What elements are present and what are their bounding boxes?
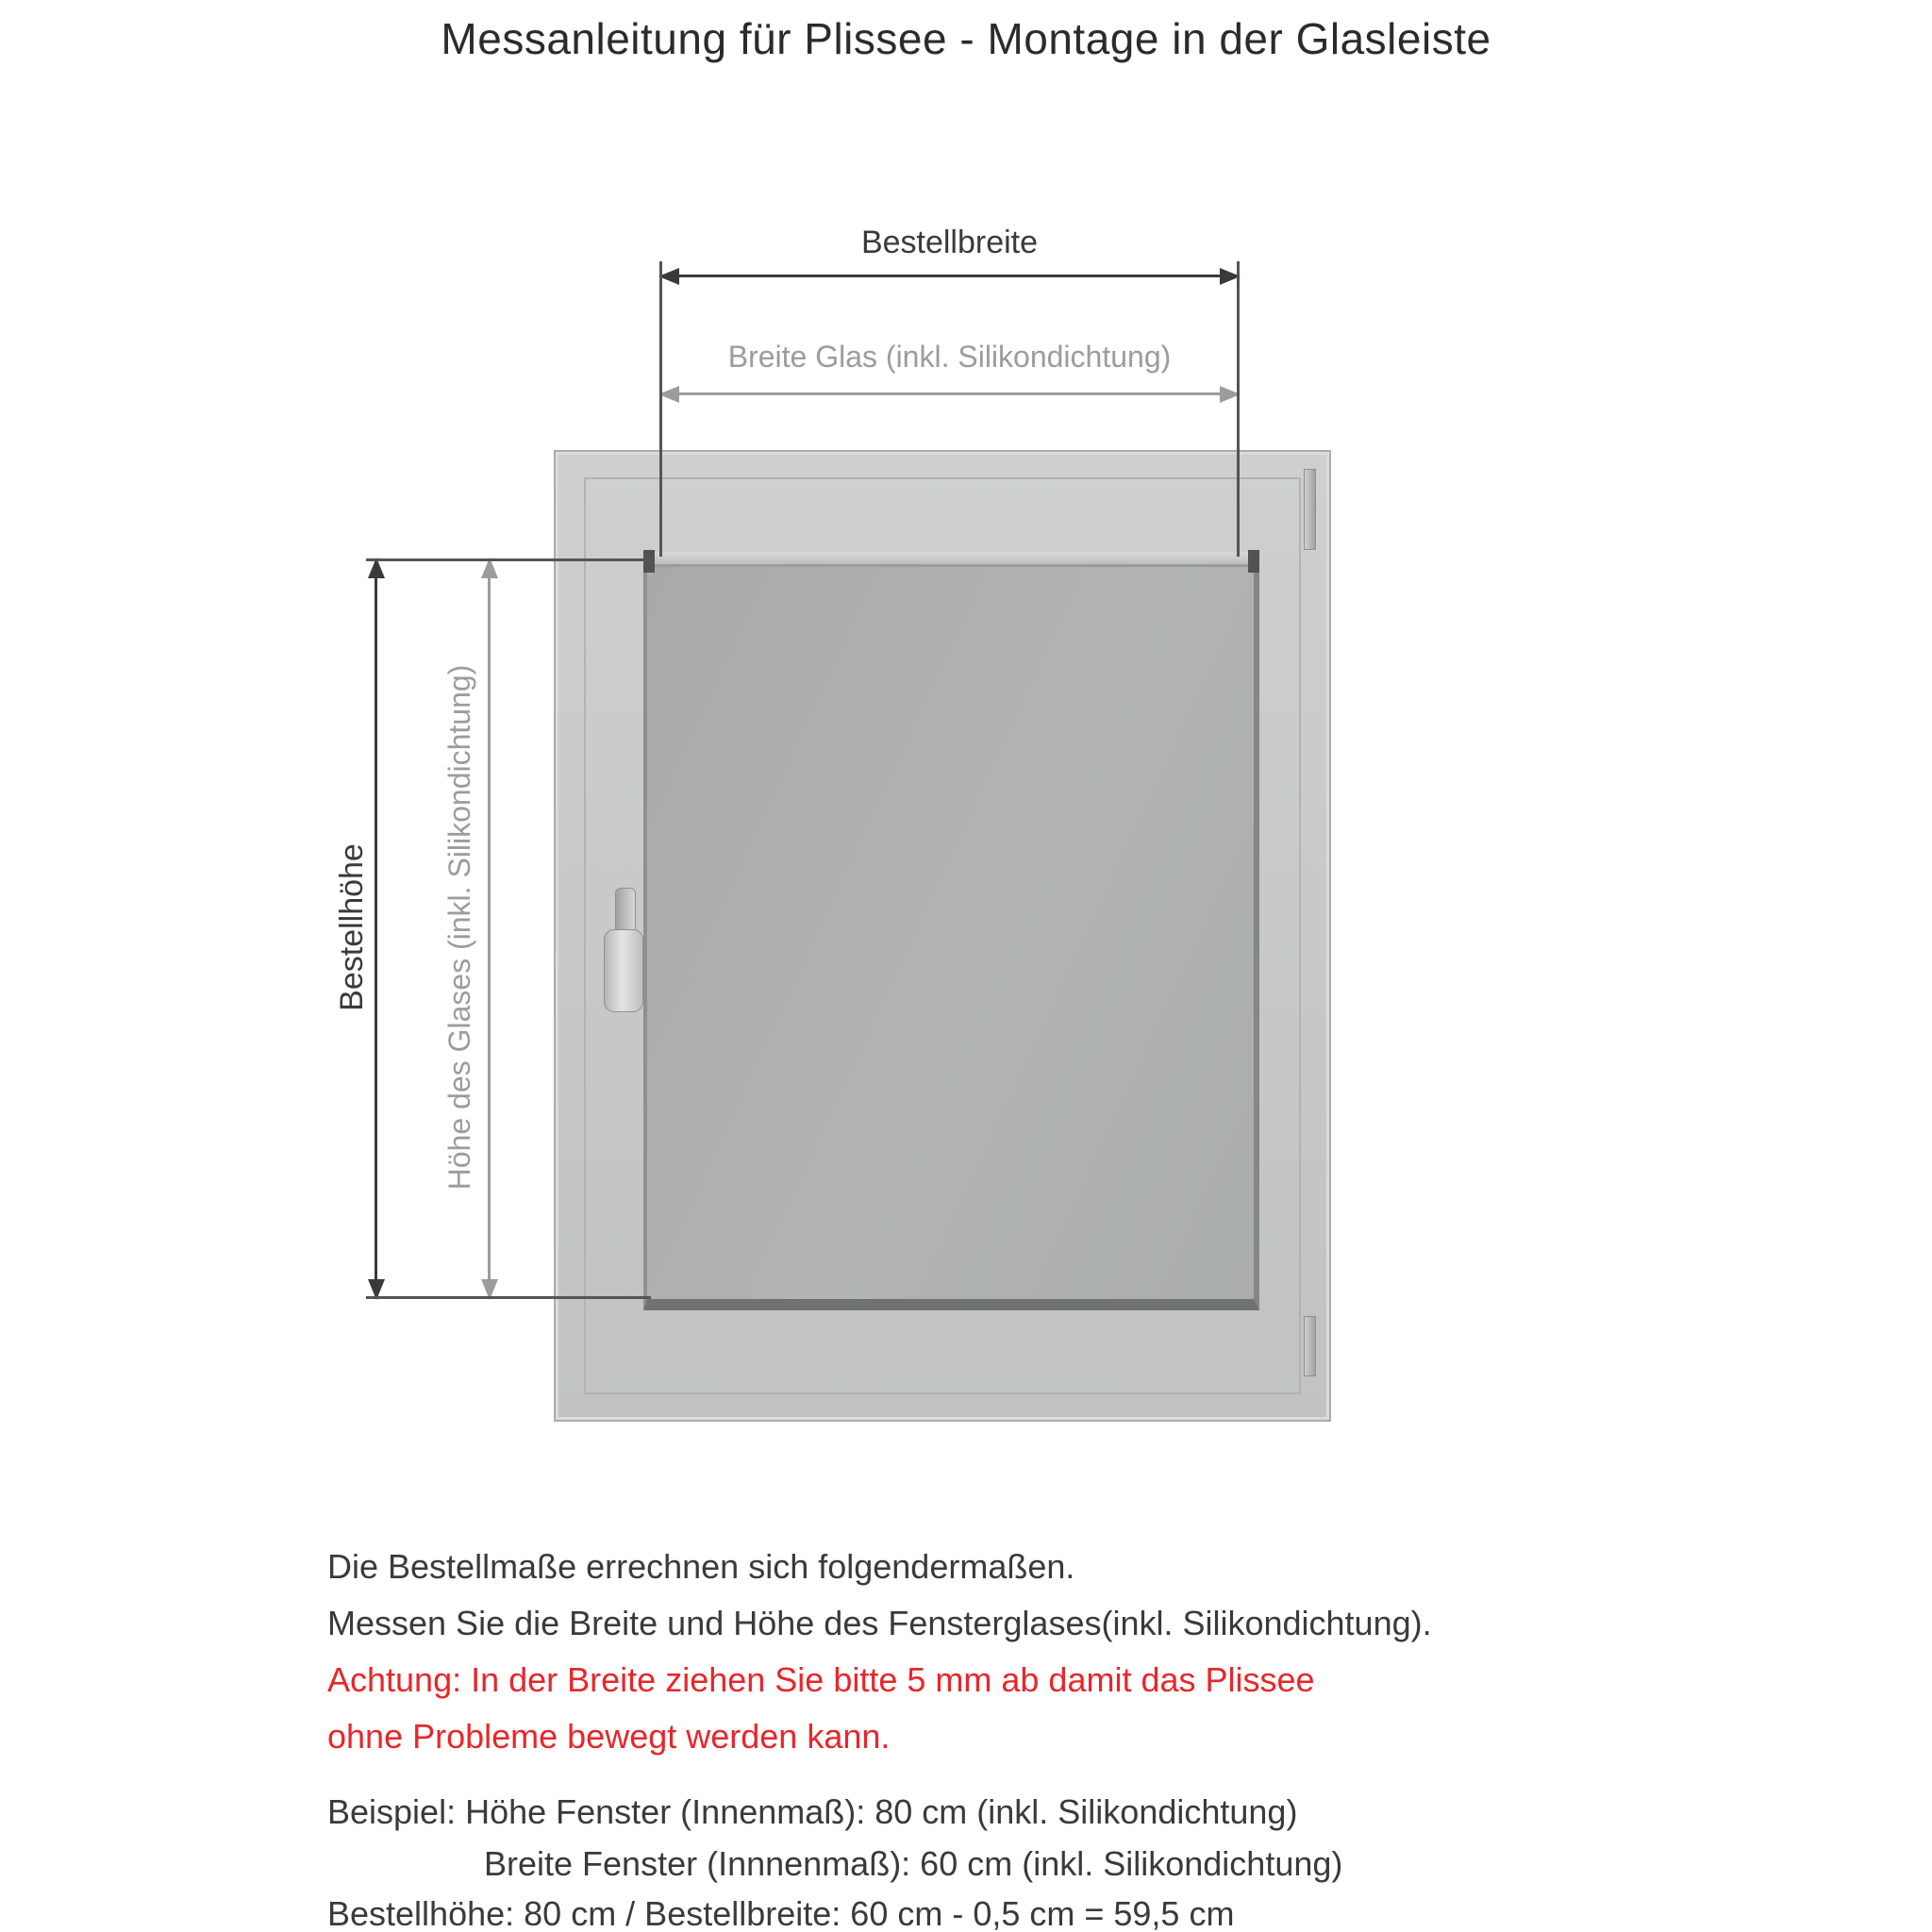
extension-line-height-top <box>366 558 651 561</box>
instruction-warning-line1: Achtung: In der Breite ziehen Sie bitte 5 mm ab damit das Plissee <box>327 1660 1315 1699</box>
rail-end-cap-left <box>643 550 655 573</box>
order-width-arrow <box>660 275 1239 277</box>
instruction-example-line3: Bestellhöhe: 80 cm / Bestellbreite: 60 cm - 0,5 cm = 59,5 cm <box>327 1894 1235 1932</box>
extension-line-height-bottom <box>366 1296 651 1299</box>
instruction-warning-line2: ohne Probleme bewegt werden kann. <box>327 1717 891 1756</box>
extension-line-width-left <box>659 261 662 557</box>
instruction-intro-line1: Die Bestellmaße errechnen sich folgendermaßen. <box>327 1547 1075 1586</box>
glass-height-label: Höhe des Glases (inkl. Silikondichtung) <box>441 664 476 1191</box>
hinge-top <box>1304 469 1316 550</box>
glass-height-arrow <box>488 559 491 1298</box>
hinge-bottom <box>1304 1316 1316 1376</box>
rail-end-cap-right <box>1248 550 1259 573</box>
instruction-example-line2: Breite Fenster (Innnenmaß): 60 cm (inkl. Silikondichtung) <box>484 1844 1343 1883</box>
instruction-intro-line2: Messen Sie die Breite und Höhe des Fensterglases(inkl. Silikondichtung). <box>327 1604 1432 1642</box>
window-frame <box>554 450 1331 1422</box>
window-handle-lever <box>604 929 643 1012</box>
plissee-top-rail <box>647 552 1254 567</box>
glass-width-arrow <box>660 392 1239 395</box>
order-height-arrow <box>375 559 377 1298</box>
glass-width-label: Breite Glas (inkl. Silikondichtung) <box>727 340 1172 374</box>
order-width-label: Bestellbreite <box>860 225 1039 260</box>
page-title: Messanleitung für Plissee - Montage in der Glasleiste <box>441 14 1491 63</box>
instruction-example-line1: Beispiel: Höhe Fenster (Innenmaß): 80 cm (inkl. Silikondichtung) <box>327 1792 1298 1831</box>
extension-line-width-right <box>1237 261 1240 557</box>
order-height-label: Bestellhöhe <box>333 843 370 1011</box>
window-glass <box>643 552 1259 1310</box>
